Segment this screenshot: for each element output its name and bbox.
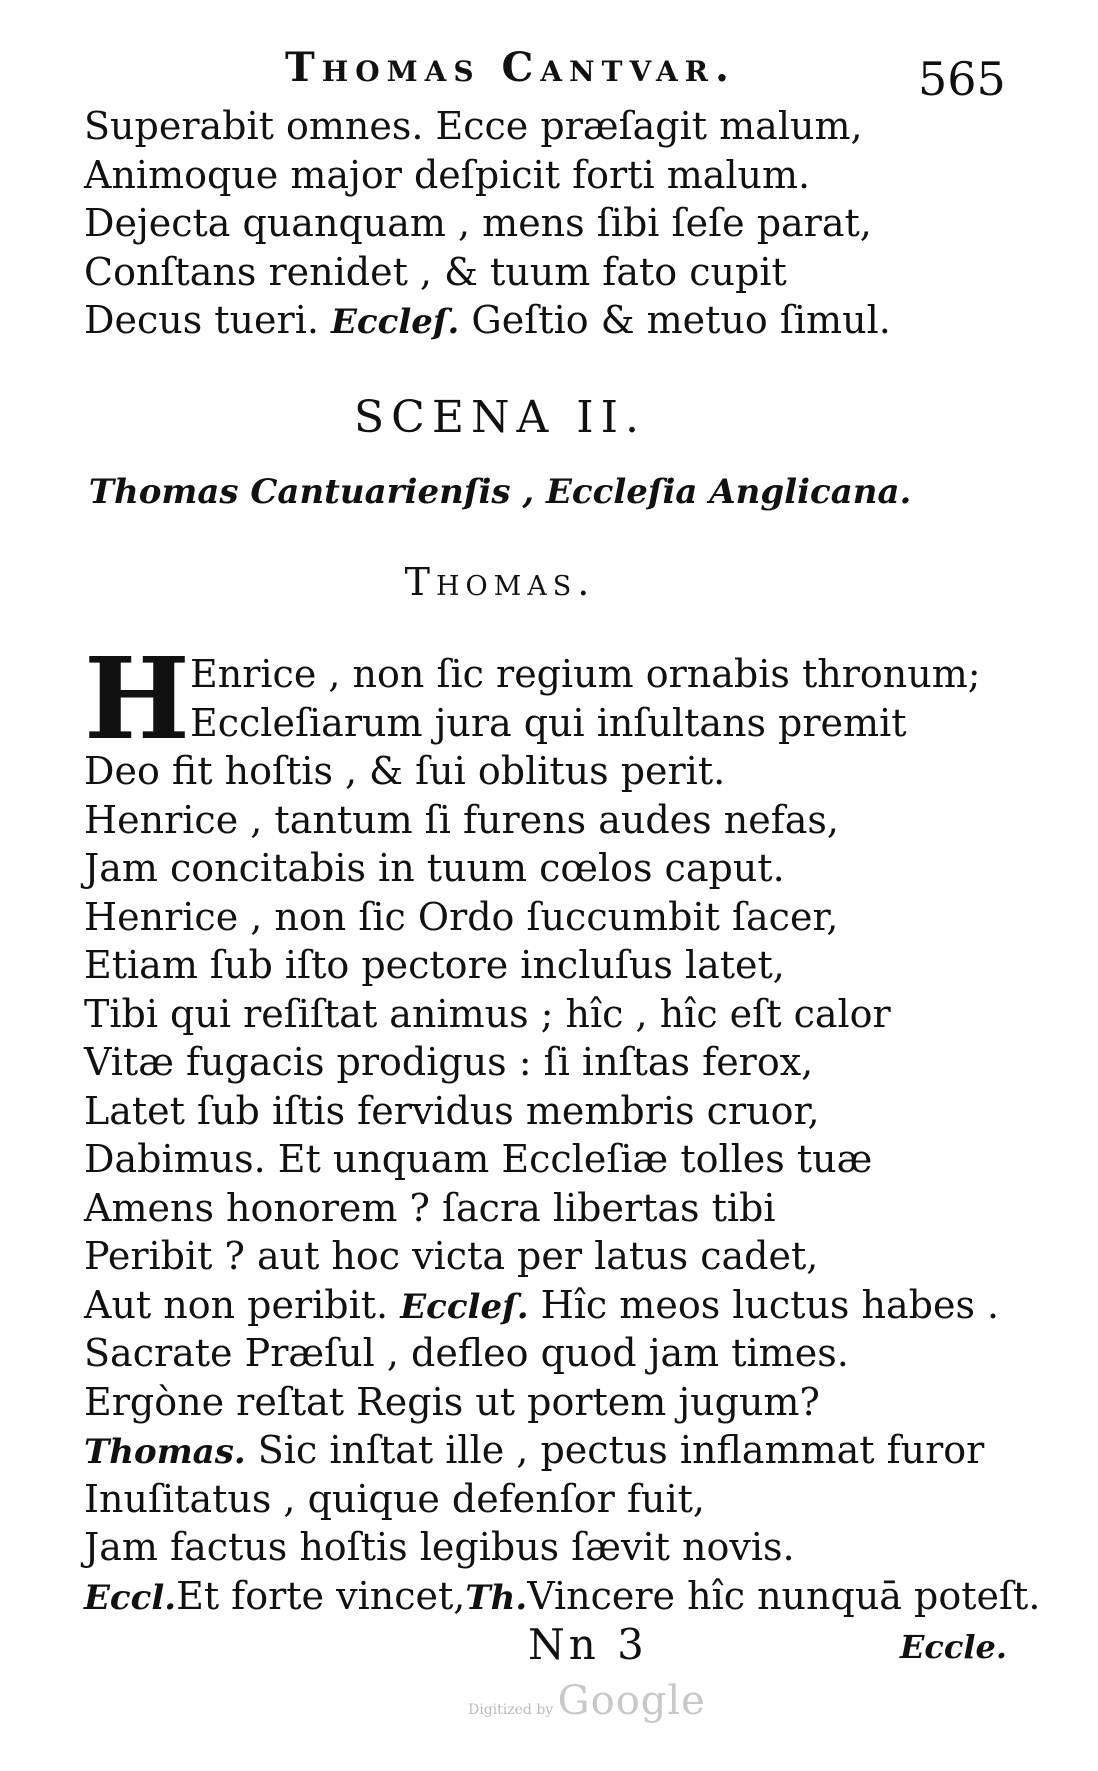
- verse-line: Henrice , non ſic Ordo ſuccumbit ſacer,: [84, 894, 839, 939]
- verse-line: Ergòne reſtat Regis ut portem jugum?: [84, 1379, 820, 1424]
- dramatis-personae: Thomas Cantuarienſis , Eccleſia Anglicana.: [88, 472, 912, 512]
- digitized-watermark: [468, 1678, 706, 1724]
- signature-mark: Nn 3: [528, 1620, 648, 1669]
- verse-text: Aut non peribit.: [84, 1282, 401, 1327]
- verse-text: Sic inſtat ille , pectus inflammat furor: [245, 1428, 985, 1472]
- watermark-brand: Google: [557, 1678, 706, 1724]
- verse-text: Et forte vincet,: [176, 1573, 466, 1618]
- speaker-label: Th.: [465, 1577, 528, 1618]
- speaker-label: Thomas.: [84, 1432, 246, 1472]
- verse-block-main: [84, 747, 1040, 1620]
- verse-line: Jam concitabis in tuum cœlos caput.: [84, 846, 785, 890]
- scene-title: SCENA II.: [354, 392, 646, 443]
- verse-line: [84, 1426, 1040, 1475]
- speaker-label: Eccleſ.: [331, 302, 460, 342]
- speaker-label: Eccl.: [84, 1577, 177, 1618]
- verse-line: Dabimus. Et unquam Eccleſiæ tolles tuæ: [84, 1137, 873, 1181]
- verse-line: Inuſitatus , quique defenſor fuit,: [84, 1476, 705, 1521]
- verse-line: Tibi qui reſiſtat animus ; hîc , hîc eſt calor: [84, 991, 891, 1036]
- verse-text: Vincere hîc nunquā poteſt.: [527, 1573, 1041, 1618]
- verse-line: Conſtans renidet , & tuum fato cupit: [84, 249, 787, 294]
- verse-line: Animoque major deſpicit forti malum.: [84, 152, 811, 197]
- verse-line: Dejecta quanquam , mens ſibi ſeſe parat,: [84, 201, 872, 245]
- verse-line: [84, 1572, 1040, 1621]
- verse-line: Superabit omnes. Ecce præſagit malum,: [84, 104, 863, 148]
- verse-line: [84, 1281, 1040, 1330]
- verse-line: Deo fit hoſtis , & ſui oblitus perit.: [84, 749, 726, 793]
- verse-line: Amens honorem ? ſacra libertas tibi: [84, 1185, 776, 1230]
- verse-block-dropcap: [190, 650, 981, 747]
- verse-line: Vitæ fugacis prodigus : ſi inſtas ferox,: [84, 1040, 814, 1084]
- verse-line: Etiam ſub iſto pectore incluſus latet,: [84, 943, 785, 987]
- verse-line: Peribit ? aut hoc victa per latus cadet,: [84, 1234, 819, 1278]
- verse-block-top: [84, 102, 891, 345]
- drop-cap: H: [84, 634, 190, 765]
- speaker-label: Eccleſ.: [400, 1286, 529, 1327]
- watermark-prefix: Digitized by: [468, 1702, 554, 1718]
- verse-line: Henrice , tantum ſi furens audes nefas,: [84, 797, 840, 842]
- verse-line: Sacrate Præſul , defleo quod jam times.: [84, 1331, 849, 1375]
- verse-line: [84, 296, 891, 345]
- verse-text: Geſtio & metuo ſimul.: [459, 298, 891, 342]
- verse-text: Hîc meos luctus habes .: [528, 1282, 1000, 1327]
- page-number: 565: [918, 52, 1006, 106]
- verse-text: Decus tueri.: [84, 298, 331, 342]
- verse-line: Eccleſiarum jura qui inſultans premit: [190, 700, 907, 745]
- speaker-heading: Thomas.: [404, 560, 596, 604]
- verse-line: Jam factus hoſtis legibus ſævit novis.: [84, 1525, 795, 1569]
- verse-line: Enrice , non ſic regium ornabis thronum;: [190, 652, 981, 696]
- catchword: Eccle.: [900, 1628, 1008, 1666]
- verse-line: Latet ſub iſtis fervidus membris cruor,: [84, 1088, 820, 1133]
- running-head: Thomas Cantvar.: [285, 44, 736, 91]
